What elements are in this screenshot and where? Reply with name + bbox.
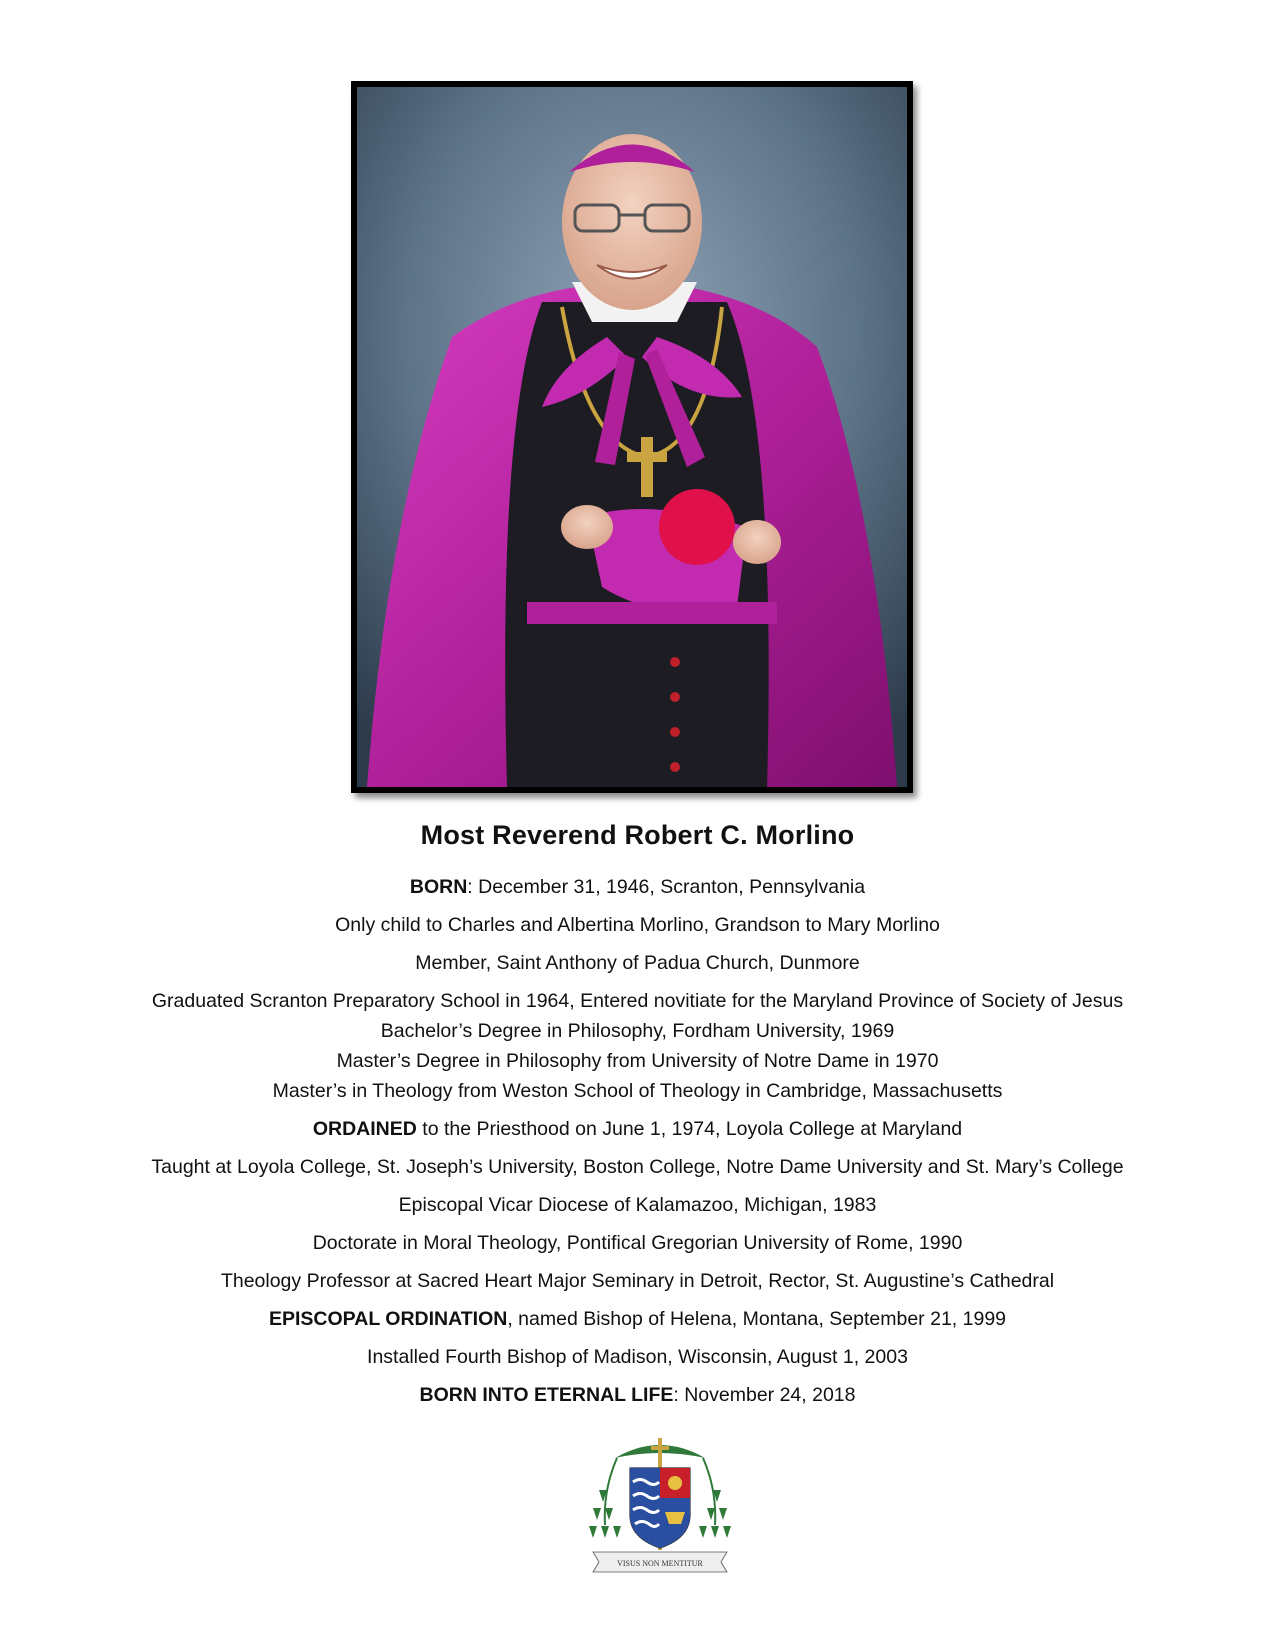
born-label: BORN — [409, 876, 468, 898]
episcopal-line — [0, 1304, 1275, 1334]
education-line: Graduated Scranton Preparatory School in 1964, Entered novitiate for the Maryland Province of Society of Jesus — [151, 990, 1124, 1012]
taught-line: Taught at Loyola College, St. Joseph’s University, Boston College, Notre Dame University and St. Mary’s College — [151, 1156, 1124, 1178]
ordained-label: ORDAINED — [312, 1118, 417, 1140]
education-line: Master’s in Theology from Weston School of Theology in Cambridge, Massachusetts — [272, 1080, 1003, 1102]
installed-line: Installed Fourth Bishop of Madison, Wisconsin, August 1, 2003 — [367, 1346, 908, 1368]
portrait-frame — [351, 81, 913, 793]
family-line: Only child to Charles and Albertina Morlino, Grandson to Mary Morlino — [335, 914, 940, 936]
vicar-line: Episcopal Vicar Diocese of Kalamazoo, Michigan, 1983 — [398, 1194, 877, 1216]
biography — [0, 818, 1275, 1410]
coat-of-arms-icon — [585, 1430, 735, 1580]
eternal-line — [0, 1380, 1275, 1410]
eternal-text: : November 24, 2018 — [673, 1384, 856, 1406]
page-title: Most Reverend Robert C. Morlino — [420, 820, 855, 850]
parish-line: Member, Saint Anthony of Padua Church, Dunmore — [415, 952, 860, 974]
episcopal-label: EPISCOPAL ORDINATION — [268, 1308, 508, 1330]
doctorate-line: Doctorate in Moral Theology, Pontifical Gregorian University of Rome, 1990 — [312, 1232, 963, 1254]
education-line: Master’s Degree in Philosophy from University of Notre Dame in 1970 — [336, 1050, 939, 1072]
born-text: : December 31, 1946, Scranton, Pennsylvania — [467, 876, 866, 898]
portrait-photo-icon — [357, 87, 907, 787]
ordained-line — [0, 1114, 1275, 1144]
crest-motto: VISUS NON MENTITUR — [617, 1559, 703, 1568]
education-line: Bachelor’s Degree in Philosophy, Fordham University, 1969 — [380, 1020, 895, 1042]
born-line — [0, 872, 1275, 902]
episcopal-text: , named Bishop of Helena, Montana, September 21, 1999 — [507, 1308, 1007, 1330]
professor-line: Theology Professor at Sacred Heart Major Seminary in Detroit, Rector, St. Augustine’s Cathedral — [220, 1270, 1055, 1292]
ordained-text: to the Priesthood on June 1, 1974, Loyola College at Maryland — [416, 1118, 963, 1140]
eternal-label: BORN INTO ETERNAL LIFE — [419, 1384, 674, 1406]
